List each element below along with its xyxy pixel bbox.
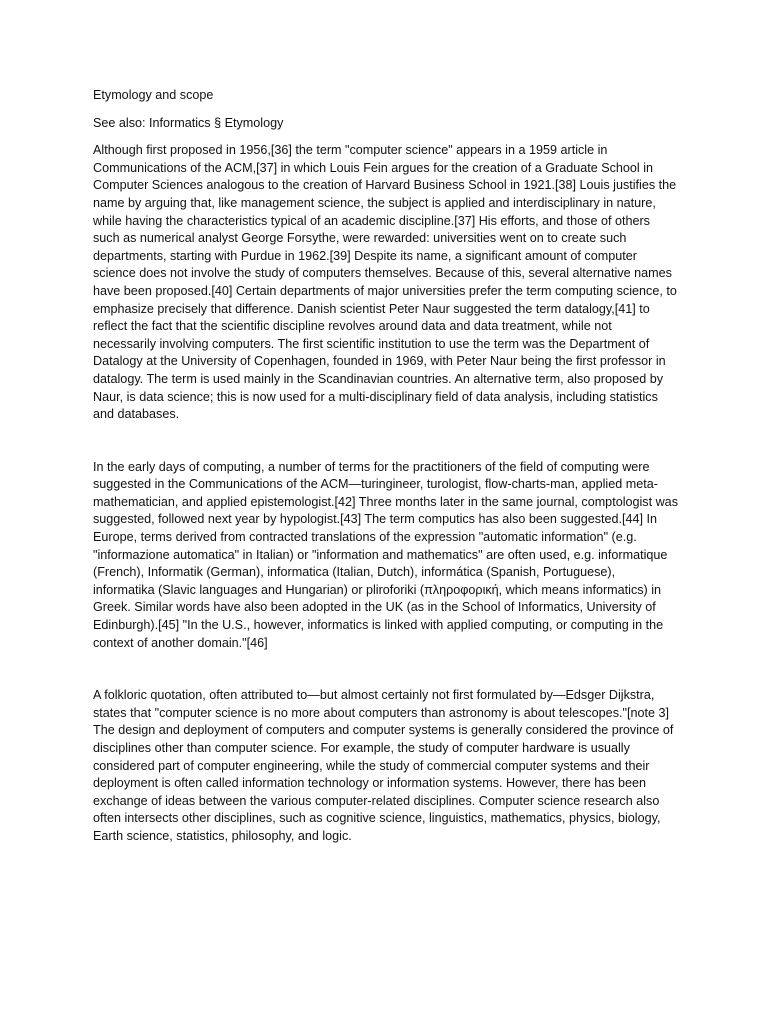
see-also-note: See also: Informatics § Etymology (93, 115, 284, 130)
document-page (93, 87, 678, 846)
paragraph-2: In the early days of computing, a number of terms for the practitioners of the field of computing were suggested in the Communications of the ACM—turingineer, turologist, flow-charts-man, applied meta-mathematician, and applied epistemologist.[42] Three months later in the same journal, comptologist was suggested, followed next year by hypologist.[43] The term computics has also been suggested.[44] In Europe, terms derived from contracted translations of the expression "automatic information" (e.g. "informazione automatica" in Italian) or "information and mathematics" are often used, e.g. informatique (French), Informatik (German), informatica (Italian, Dutch), informática (Spanish, Portuguese), informatika (Slavic languages and Hungarian) or pliroforiki (πληροφορική, which means informatics) in Greek. Similar words have also been adopted in the UK (as in the School of Informatics, University of Edinburgh).[45] "In the U.S., however, informatics is linked with applied computing, or computing in the context of another domain."[46] (93, 459, 678, 650)
paragraph-spacer (93, 652, 678, 687)
paragraph-spacer (93, 424, 678, 459)
section-heading: Etymology and scope (93, 88, 214, 102)
paragraph-1: Although first proposed in 1956,[36] the term "computer science" appears in a 1959 article in Communications of the ACM,[37] in which Louis Fein argues for the creation of a Graduate School in Computer Sciences analogous to the creation of Harvard Business School in 1921.[38] Louis justifies the name by arguing that, like management science, the subject is applied and interdisciplinary in nature, while having the characteristics typical of an academic discipline.[37] His efforts, and those of others such as numerical analyst George Forsythe, were rewarded: universities went on to create such departments, starting with Purdue in 1962.[39] Despite its name, a significant amount of computer science does not involve the study of computers themselves. Because of this, several alternative names have been proposed.[40] Certain departments of major universities prefer the term computing science, to emphasize precisely that difference. Danish scientist Peter Naur suggested the term datalogy,[41] to reflect the fact that the scientific discipline revolves around data and data treatment, while not necessarily involving computers. The first scientific institution to use the term was the Department of Datalogy at the University of Copenhagen, founded in 1969, with Peter Naur being the first professor in datalogy. The term is used mainly in the Scandinavian countries. An alternative term, also proposed by Naur, is data science; this is now used for a multi-disciplinary field of data analysis, including statistics and databases. (93, 143, 677, 422)
paragraph-3: A folkloric quotation, often attributed to—but almost certainly not first formulated by—Edsger Dijkstra, states that "computer science is no more about computers than astronomy is about telescopes."[note 3] The design and deployment of computers and computer systems is generally considered the province of disciplines other than computer science. For example, the study of computer hardware is usually considered part of computer engineering, while the study of commercial computer systems and their deployment is often called information technology or information systems. However, there has been exchange of ideas between the various computer-related disciplines. Computer science research also often intersects other disciplines, such as cognitive science, linguistics, mathematics, physics, biology, Earth science, statistics, philosophy, and logic. (93, 688, 674, 843)
